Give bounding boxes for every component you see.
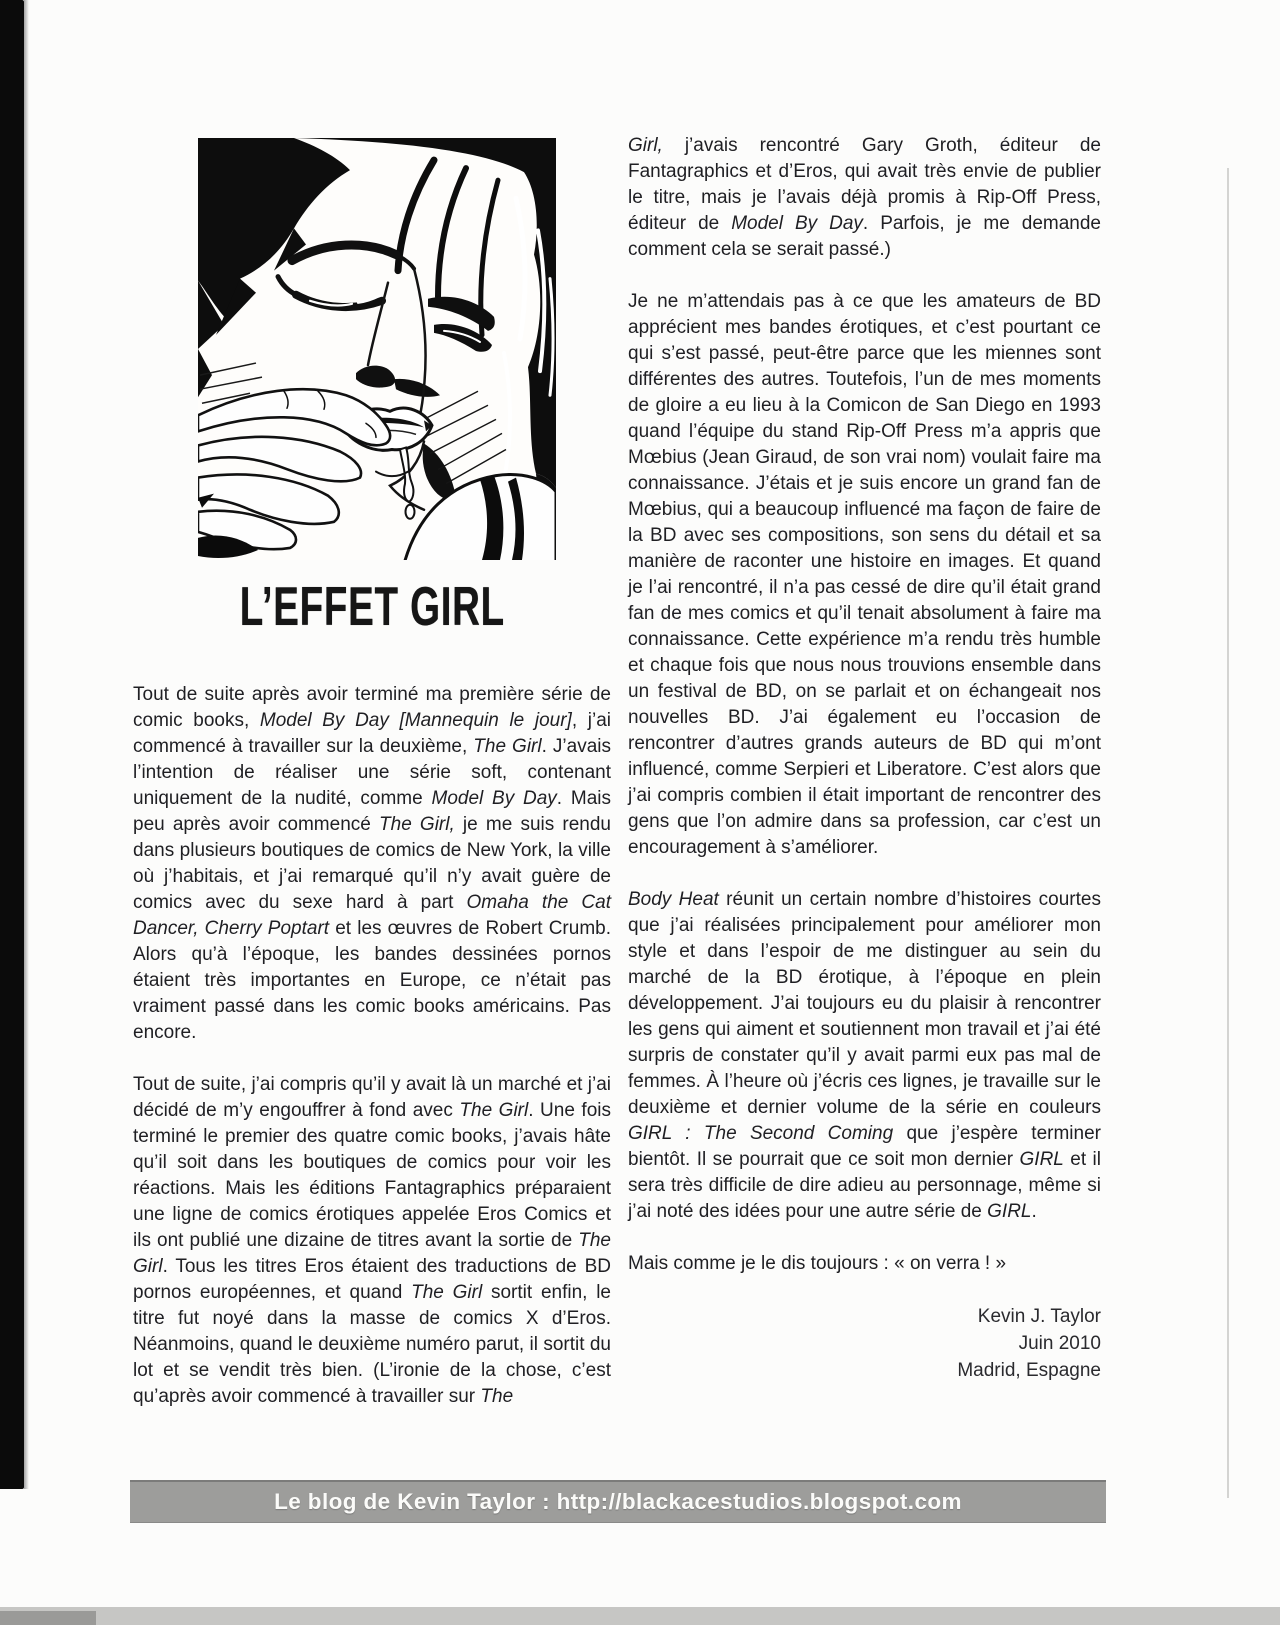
paragraph: Girl, j’avais rencontré Gary Groth, éditeur de Fantagraphics et d’Eros, qui avait très envie de publier le titre, mais je l’avais déjà promis à Rip-Off Press, éditeur de Model By Day. Parfois, je me demande comment cela se serait passé.) [628,135,1101,260]
blog-footer-text: Le blog de Kevin Taylor : http://blackacestudios.blogspot.com [274,1488,962,1514]
scan-bottom-edge [0,1607,1280,1625]
paragraph: Body Heat réunit un certain nombre d’histoires courtes que j’ai réalisées principalement pour améliorer mon style et dans l’espoir de me distinguer au sein du marché de la BD érotique, à l’époque en plein développement. J’ai toujours eu du plaisir à rencontrer les gens qui aiment et soutiennent mon travail et j’ai été surpris de constater qu’il y avait parmi eux pas mal de femmes. À l’heure où j’écris ces lignes, je travaille sur le deuxième et dernier volume de la série en couleurs GIRL : The Second Coming que j’espère terminer bientôt. Il se pourrait que ce soit mon dernier GIRL et il sera très difficile de dire adieu au personnage, même si j’ai noté des idées pour une autre série de GIRL. [628,889,1101,1222]
scan-fold-line [1227,168,1229,1498]
text-column-right [628,133,1101,1384]
scan-bottom-edge-dark [0,1611,96,1625]
scan-gutter-shadow [24,0,29,1489]
signature-name: Kevin J. Taylor [977,1306,1101,1327]
paragraph: Tout de suite, j’ai compris qu’il y avait là un marché et j’ai décidé de m’y engouffrer à fond avec The Girl. Une fois terminé le premier des quatre comic books, j’avais hâte qu’il soit dans les boutiques de comics pour voir les réactions. Mais les éditions Fantagraphics préparaient une ligne de comics érotiques appelée Eros Comics et ils ont publié une dizaine de titres avant la sortie de The Girl. Tous les titres Eros étaient des traductions de BD pornos européennes, et quand The Girl sortit enfin, le titre fut noyé dans la masse de comics X d’Eros. Néanmoins, quand le deuxième numéro parut, il sortit du lot et se vendit très bien. (L’ironie de la chose, c’est qu’après avoir commencé à travailler sur The [133,1074,611,1407]
paragraph: Mais comme je le dis toujours : « on verra ! » [628,1253,1007,1274]
signature-block [628,1303,1101,1384]
girl-portrait-drawing [198,138,556,560]
scan-gutter-bar [0,0,24,1489]
girl-portrait-illustration [198,138,556,560]
blog-footer-bar [130,1480,1106,1523]
signature-place: Madrid, Espagne [957,1360,1101,1381]
paragraph: Je ne m’attendais pas à ce que les amateurs de BD apprécient mes bandes érotiques, et c’est pourtant ce qui s’est passé, peut-être parce que les miennes sont différentes des autres. Toutefois, l’un de mes moments de gloire a eu lieu à la Comicon de San Diego en 1993 quand l’équipe du stand Rip-Off Press m’a appris que Mœbius (Jean Giraud, de son vrai nom) voulait faire ma connaissance. J’étais et je suis encore un grand fan de Mœbius, qui a beaucoup influencé ma façon de faire de la BD avec ses compositions, son sens du détail et sa manière de raconter une histoire en images. Et quand je l’ai rencontré, il n’a pas cessé de dire qu’il était grand fan de mes comics et qu’il tenait absolument à faire ma connaissance. Cette expérience m’a rendu très humble et chaque fois que nous nous trouvions ensemble dans un festival de BD, on se parlait et on échangeait nos nouvelles BD. J’ai également eu l’occasion de rencontrer d’autres grands auteurs de BD qui m’ont influencé, comme Serpieri et Liberatore. C’est alors que j’ai compris combien il était important de rencontrer des gens que l’on admire dans sa profession, car c’est un encouragement à s’améliorer. [628,291,1101,858]
signature-date: Juin 2010 [1018,1333,1101,1354]
text-column-left [133,682,611,1410]
paragraph: Tout de suite après avoir terminé ma première série de comic books, Model By Day [Mannequin le jour], j’ai commencé à travailler sur la deuxième, The Girl. J’avais l’intention de réaliser une série soft, contenant uniquement de la nudité, comme Model By Day. Mais peu après avoir commencé The Girl, je me suis rendu dans plusieurs boutiques de comics de New York, la ville où j’habitais, et j’ai remarqué qu’il n’y avait guère de comics avec du sexe hard à part Omaha the Cat Dancer, Cherry Poptart et les œuvres de Robert Crumb. Alors qu’à l’époque, les bandes dessinées pornos étaient très importantes en Europe, ce n’était pas vraiment passé dans les comic books américains. Pas encore. [133,684,612,1043]
article-title [133,574,611,638]
article-title-text: L’EFFET GIRL [239,575,505,637]
